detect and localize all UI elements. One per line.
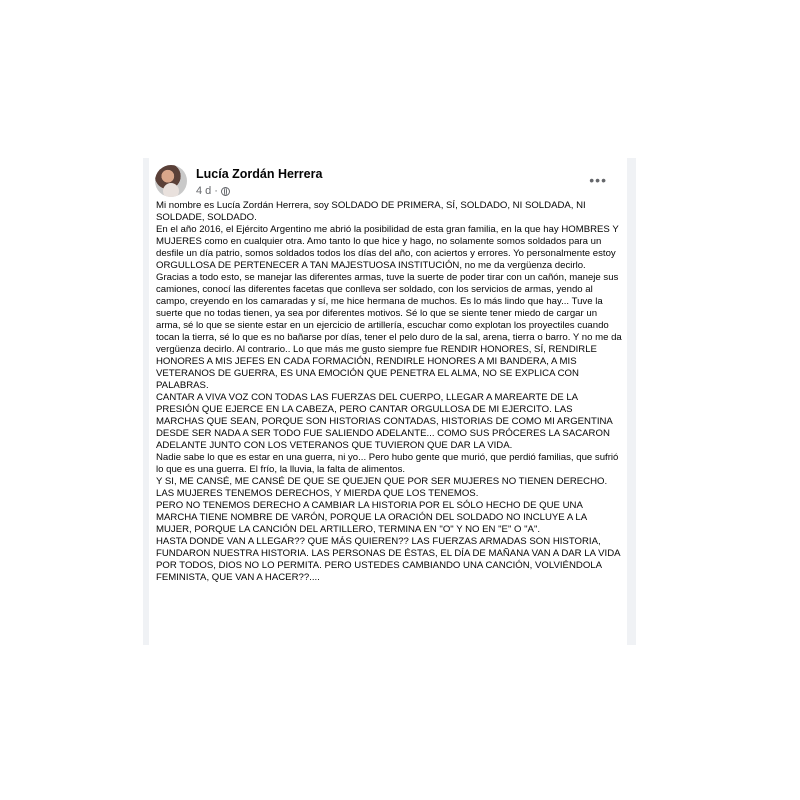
post-paragraph: En el año 2016, el Ejército Argentino me abrió la posibilidad de esta gran familia, en la que hay HOMBRES Y MUJERES como en cualquier otra. Amo tanto lo que hice y hago, no solamente somos soldados para un desfile un día patrio, somos soldados todos los días del año, con aciertos y errores. Yo personalmente estoy ORGULLOSA DE PERTENECER A TAN MAJESTUOSA INSTITUCIÓN, no me da vergüenza decirlo.: [156, 224, 619, 271]
post-card: [149, 158, 627, 645]
avatar[interactable]: [155, 165, 187, 197]
post-header: [155, 165, 621, 199]
meta-separator: ·: [214, 185, 218, 197]
globe-icon[interactable]: [221, 187, 230, 196]
post-time[interactable]: 4 d: [196, 185, 212, 197]
post-paragraph: Nadie sabe lo que es estar en una guerra, ni yo... Pero hubo gente que murió, que perdió familias, que sufrió lo que es una guerra. El frío, la lluvia, la falta de alimentos.: [156, 452, 619, 475]
post-paragraph: Gracias a todo esto, se manejar las diferentes armas, tuve la suerte de poder tirar con un cañón, maneje sus camiones, conocí las diferentes facetas que conlleva ser soldado, con los servicios de armas, yendo al campo, creyendo en los camaradas y sí, me hice hermana de muchos. Es lo más lindo que hay... Tuve la suerte que no todas tienen, ya sea por diferentes motivos. Sé lo que se siente tener miedo de cargar un arma, sé lo que se siente estar en un ejercicio de artillería, escuchar como explotan los proyectiles cuando tocan la tierra, sé lo que es no bañarse por días, tener el pelo duro de la sal, arena, tierra o barro. Y no me da vergüenza decirlo. Al contrario.. Lo que más me gusto siempre fue RENDIR HONORES, SÍ, RENDIRLE HONORES A MIS JEFES EN CADA FORMACIÓN, RENDIRLE HONORES A MI BANDERA, A MIS VETERANOS DE GUERRA, ES UNA EMOCIÓN QUE PENETRA EL ALMA, NO SE EXPLICA CON PALABRAS.: [156, 272, 622, 391]
author-name[interactable]: Lucía Zordán Herrera: [196, 167, 323, 181]
post-paragraph: Mi nombre es Lucía Zordán Herrera, soy SOLDADO DE PRIMERA, SÍ, SOLDADO, NI SOLDADA, NI SOLDADE, SOLDADO.: [156, 200, 586, 223]
post-paragraph: Y SI, ME CANSÉ, ME CANSÉ DE QUE SE QUEJEN QUE POR SER MUJERES NO TIENEN DERECHO. LAS MUJERES TENEMOS DERECHOS, Y MIERDA QUE LOS TENEMOS.: [156, 476, 608, 499]
post-meta: [196, 185, 230, 197]
post-paragraph: HASTA DONDE VAN A LLEGAR?? QUE MÁS QUIEREN?? LAS FUERZAS ARMADAS SON HISTORIA, FUNDARON NUESTRA HISTORIA. LAS PERSONAS DE ÉSTAS, EL DÍA DE MAÑANA VAN A DAR LA VIDA POR TODOS, DIOS NO LO PERMITA. PERO USTEDES CAMBIANDO UNA CANCIÓN, VOLVIÉNDOLA FEMINISTA, QUE VAN A HACER??....: [156, 536, 621, 583]
post-paragraph: CANTAR A VIVA VOZ CON TODAS LAS FUERZAS DEL CUERPO, LLEGAR A MAREARTE DE LA PRESIÓN QUE EJERCE EN LA CABEZA, PERO CANTAR ORGULLOSA DE MI EJERCITO. LAS MARCHAS QUE SEAN, PORQUE SON HISTORIAS CONTADAS, HISTORIAS DE COMO MI ARGENTINA DESDE SER NADA A SER TODO FUE SALIENDO ADELANTE... COMO SUS PRÓCERES LA SACARON ADELANTE JUNTO CON LOS VETERANOS QUE TUVIERON QUE DAR LA VIDA.: [156, 392, 613, 451]
post-paragraph: PERO NO TENEMOS DERECHO A CAMBIAR LA HISTORIA POR EL SÓLO HECHO DE QUE UNA MARCHA TIENE NOMBRE DE VARÓN, PORQUE LA ORACIÓN DEL SOLDADO NO INCLUYE A LA MUJER, PORQUE LA CANCIÓN DEL ARTILLERO, TERMINA EN "O" Y NO EN "E" O "A".: [156, 500, 587, 535]
post-text: [156, 200, 622, 584]
more-options-icon[interactable]: •••: [589, 172, 607, 188]
